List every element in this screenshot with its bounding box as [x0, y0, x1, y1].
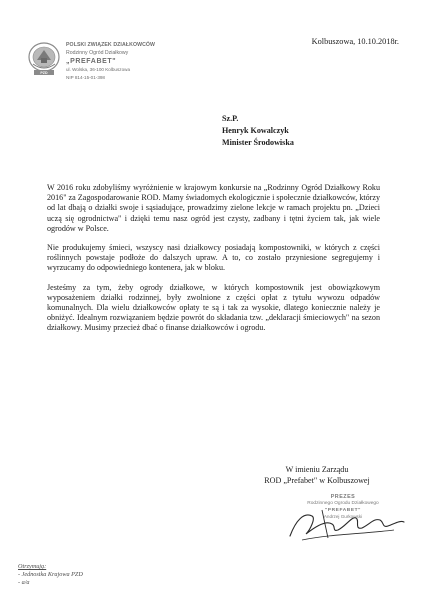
letterhead-address: ul. Wolska, 36-100 Kolbuszowa — [66, 67, 131, 73]
signature-stamp-title: PREZES — [330, 494, 356, 500]
letter-date: Kolbuszowa, 10.10.2018r. — [311, 37, 399, 46]
closing-line: W imieniu Zarządu — [285, 465, 349, 474]
distribution-item: - Jednostka Krajowa PZD — [18, 571, 83, 579]
signature-stamp-name: "PREFABET" — [324, 507, 362, 513]
closing-block — [242, 464, 392, 486]
body-paragraph: W 2016 roku zdobyliśmy wyróżnienie w krajowym konkursie na „Rodzinny Ogród Działkowy Roku 2016" za Zagospodarowanie ROD. Mamy świadomych ekologicznie i społecznie działkowców, którzy od lat dbają o działki swoje i sąsiadujące, prowadzimy zielone lekcje w ramach projektu pn. „Dzieci uczą się ogrodnictwa" i dzięki temu nasz ogród jest czysty, zadbany i tętni życiem tak, jak wiele ogrodów w Polsce. — [47, 183, 380, 233]
pzd-logo-icon — [28, 42, 60, 76]
body-paragraph: Jesteśmy za tym, żeby ogrody działkowe, w których kompostownik jest obowiązkowym wyposażeniem działki rodzinnej, były zwolnione z części opłat z tytułu wywozu odpadów komunalnych. Dla wielu działkowców opłaty te są i tak za wysokie, dlatego koniecznie należy je obniżyć. Idealnym rozwiązaniem będzie powrót do składania tzw. „deklaracji śmieciowych" na sezon działkowy. Musimy przecież dbać o finanse działkowców i ogrodu. — [47, 282, 380, 333]
letterhead-nip: NIP 814-15-01-398 — [66, 74, 105, 80]
distribution-title: Otrzymują: — [18, 563, 47, 570]
letterhead-name: „PREFABET" — [66, 58, 117, 66]
signature-stamp-person: Andrzej Gurkowski — [323, 514, 363, 520]
recipient-block — [222, 113, 294, 148]
recipient-name: Henryk Kowalczyk — [222, 125, 289, 135]
letter-body — [47, 183, 380, 343]
signature-stamp-org: Rodzinnego Ogrodu Działkowego — [307, 500, 379, 506]
recipient-title: Minister Środowiska — [222, 137, 294, 147]
signature-area — [282, 490, 412, 550]
closing-line: ROD „Prefabet" w Kolbuszowej — [264, 476, 370, 485]
letterhead-org: POLSKI ZWIĄZEK DZIAŁKOWCÓW — [66, 42, 156, 48]
distribution-item: - a/a — [18, 579, 30, 587]
recipient-salutation: Sz.P. — [222, 114, 239, 123]
handwritten-signature — [282, 490, 412, 550]
letterhead-subtitle: Rodzinny Ogród Działkowy — [66, 49, 129, 56]
distribution-list — [18, 563, 83, 588]
letterhead-stamp — [28, 42, 168, 92]
svg-text:PZD: PZD — [40, 71, 48, 75]
body-paragraph: Nie produkujemy śmieci, wszyscy nasi działkowcy posiadają kompostowniki, w których z części roślinnych powstaje podłoże do dalszych upraw. A to, co zostało przyniesione segregujemy i wyrzucamy do odpowiedniego kontenera, jak w bloku. — [47, 243, 380, 273]
